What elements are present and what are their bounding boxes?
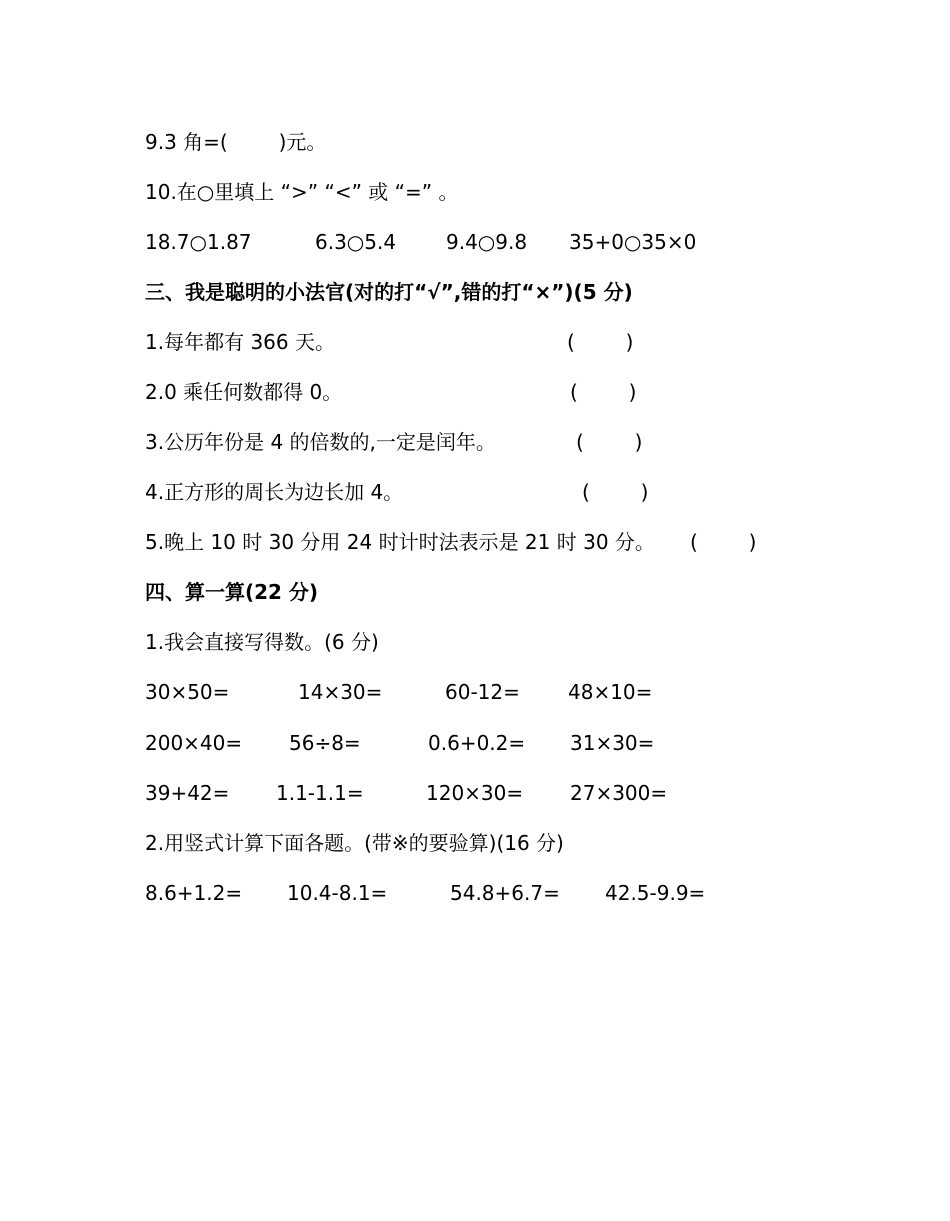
- answer-parentheses[interactable]: ( ): [570, 380, 637, 404]
- true-false-statement: 2.0 乘任何数都得 0。: [145, 380, 343, 404]
- calc-item: 10.4-8.1=: [287, 881, 388, 905]
- calc-item: 1.1-1.1=: [276, 781, 364, 805]
- calc-item: 27×300=: [570, 781, 668, 805]
- calc-item: 56÷8=: [289, 731, 361, 755]
- calc-item: 54.8+6.7=: [450, 881, 560, 905]
- section-3-heading: 三、我是聪明的小法官(对的打“√”,错的打“×”)(5 分): [145, 280, 633, 304]
- calc-item: 48×10=: [568, 680, 653, 704]
- compare-item: 18.7○1.87: [145, 230, 252, 254]
- compare-item: 6.3○5.4: [315, 230, 397, 254]
- subquestion-1: 1.我会直接写得数。(6 分): [145, 630, 379, 654]
- compare-item: 9.4○9.8: [446, 230, 528, 254]
- true-false-statement: 1.每年都有 366 天。: [145, 330, 335, 354]
- answer-parentheses[interactable]: ( ): [576, 430, 643, 454]
- section-4-heading: 四、算一算(22 分): [145, 580, 319, 604]
- answer-parentheses[interactable]: ( ): [582, 480, 649, 504]
- true-false-statement: 5.晚上 10 时 30 分用 24 时计时法表示是 21 时 30 分。: [145, 530, 655, 554]
- calc-item: 39+42=: [145, 781, 230, 805]
- true-false-statement: 4.正方形的周长为边长加 4。: [145, 480, 404, 504]
- true-false-statement: 3.公历年份是 4 的倍数的,一定是闰年。: [145, 430, 496, 454]
- answer-parentheses[interactable]: ( ): [567, 330, 634, 354]
- question-9: 9.3 角=( )元。: [145, 130, 327, 154]
- calc-item: 14×30=: [298, 680, 383, 704]
- calc-item: 31×30=: [570, 731, 655, 755]
- compare-item: 35+0○35×0: [569, 230, 697, 254]
- calc-item: 30×50=: [145, 680, 230, 704]
- calc-item: 200×40=: [145, 731, 243, 755]
- answer-parentheses[interactable]: ( ): [690, 530, 757, 554]
- calc-item: 8.6+1.2=: [145, 881, 243, 905]
- question-10: 10.在○里填上 “>” “<” 或 “=” 。: [145, 180, 459, 204]
- subquestion-2: 2.用竖式计算下面各题。(带※的要验算)(16 分): [145, 831, 564, 855]
- calc-item: 0.6+0.2=: [428, 731, 526, 755]
- calc-item: 42.5-9.9=: [605, 881, 706, 905]
- calc-item: 60-12=: [445, 680, 520, 704]
- calc-item: 120×30=: [426, 781, 524, 805]
